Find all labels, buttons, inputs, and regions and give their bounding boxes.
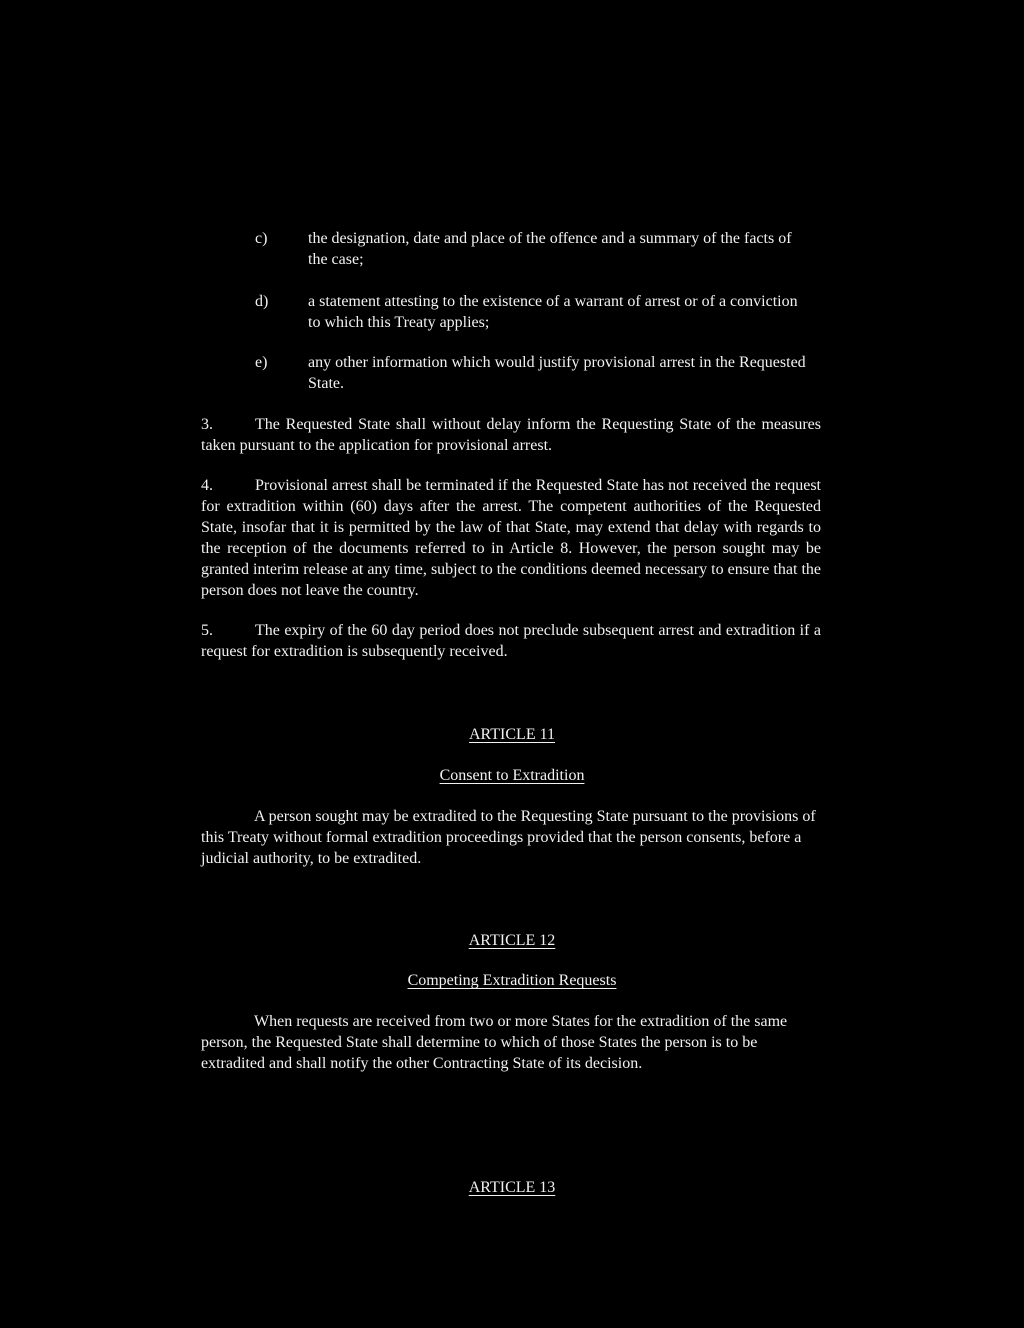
paragraph-text: The Requested State shall without delay inform the Requesting State of the measures taken pursuant to the application for provisional arrest.	[201, 416, 821, 454]
article-11-title: Consent to Extradition	[439, 767, 585, 784]
paragraph-number: 3.	[201, 416, 213, 433]
paragraph-text: Provisional arrest shall be terminated if the Requested State has not received the request for extradition within (60) days after the arrest. The competent authorities of the Requested State, insofar that it is permitted by the law of that State, may extend that delay with regards to the reception of the documents referred to in Article 8. However, the person sought may be granted interim release at any time, subject to the conditions deemed necessary to ensure that the person does not leave the country.	[201, 477, 821, 599]
paragraph-4	[201, 475, 821, 601]
list-marker: d)	[255, 293, 269, 310]
list-item-e	[255, 352, 815, 394]
list-item-c	[255, 228, 815, 270]
article-11-text: A person sought may be extradited to the Requesting State pursuant to the provisions of this Treaty without formal extradition proceedings provided that the person consents, before a judicial authority, to be extradited.	[201, 808, 816, 867]
list-item-text: the designation, date and place of the offence and a summary of the facts of the case;	[308, 230, 792, 268]
list-item-text: any other information which would justify provisional arrest in the Requested State.	[308, 354, 806, 392]
paragraph-number: 4.	[201, 477, 213, 494]
paragraph-number: 5.	[201, 622, 213, 639]
list-marker: c)	[255, 230, 268, 247]
list-item-text: a statement attesting to the existence of a warrant of arrest or of a conviction to which this Treaty applies;	[308, 293, 798, 331]
list-item-d	[255, 291, 815, 333]
list-marker: e)	[255, 354, 268, 371]
article-11-heading: ARTICLE 11	[469, 726, 555, 743]
article-13-heading: ARTICLE 13	[468, 1179, 556, 1196]
paragraph-5	[201, 620, 821, 662]
article-12-text: When requests are received from two or more States for the extradition of the same person, the Requested State shall determine to which of those States the person is to be extradited and shall notify the other Contracting State of its decision.	[201, 1013, 788, 1072]
article-12-title: Competing Extradition Requests	[407, 972, 617, 989]
paragraph-3	[201, 414, 821, 456]
article-12-heading: ARTICLE 12	[468, 932, 556, 949]
paragraph-text: The expiry of the 60 day period does not preclude subsequent arrest and extradition if a request for extradition is subsequently received.	[201, 622, 821, 660]
